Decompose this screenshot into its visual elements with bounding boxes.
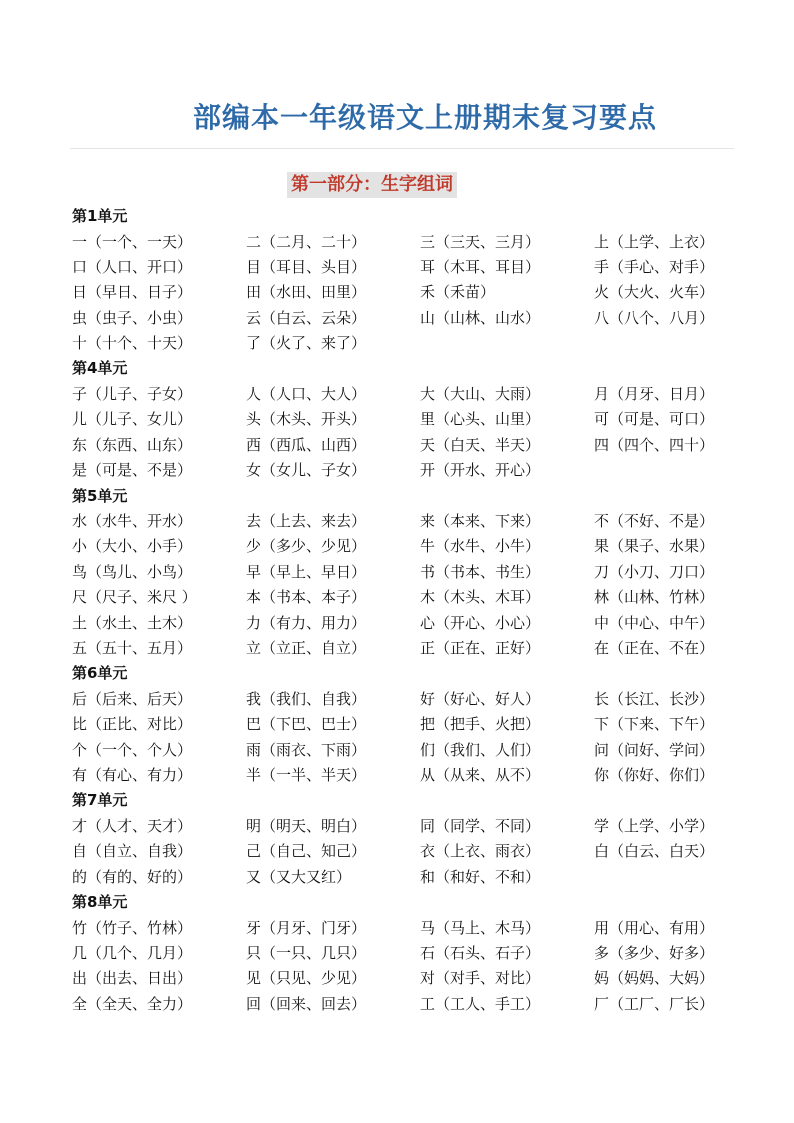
word-entry: 西（西瓜、山西） [246,435,367,454]
word-row [72,865,742,890]
word-entry: 我（我们、自我） [246,689,367,708]
word-entry: 里（心头、山里） [420,410,541,429]
word-entry: 石（石头、石子） [420,943,541,962]
word-entry: 东（东西、山东） [72,435,193,454]
word-entry: 月（月牙、日月） [594,384,715,403]
word-entry: 上（上学、上衣） [594,232,715,251]
word-entry: 天（白天、半天） [420,435,541,454]
word-entry: 大（大山、大雨） [420,384,541,403]
word-entry: 本（书本、本子） [246,588,367,607]
word-entry: 人（人口、大人） [246,384,367,403]
word-entry: 书（书本、书生） [420,562,541,581]
word-entry: 中（中心、中午） [594,613,715,632]
word-entry: 工（工人、手工） [420,994,541,1013]
unit-section [72,356,742,483]
word-entry: 心（开心、小心） [420,613,541,632]
word-entry: 十（十个、十天） [72,334,193,353]
word-entry: 只（一只、几只） [246,943,367,962]
unit-section [72,204,742,356]
word-entry: 子（儿子、子女） [72,384,193,403]
word-entry: 巴（下巴、巴士） [246,715,367,734]
unit-section [72,484,742,662]
word-entry: 口（人口、开口） [72,257,193,276]
word-entry: 和（和好、不和） [420,867,541,886]
word-entry: 四（四个、四十） [594,435,715,454]
word-entry: 同（同学、不同） [420,816,541,835]
word-entry: 来（本来、下来） [420,512,541,531]
word-row [72,585,742,610]
word-entry: 出（出去、日出） [72,969,193,988]
word-entry: 二（二月、二十） [246,232,367,251]
word-entry: 明（明天、明白） [246,816,367,835]
word-entry: 开（开水、开心） [420,461,541,480]
word-row [72,966,742,991]
word-entry: 水（水牛、开水） [72,512,193,531]
word-entry: 用（用心、有用） [594,918,715,937]
word-row [72,814,742,839]
word-entry: 儿（儿子、女儿） [72,410,193,429]
unit-section [72,661,742,788]
word-entry: 可（可是、可口） [594,410,715,429]
unit-heading: 第7单元 [72,791,128,810]
word-entry: 林（山林、竹林） [594,588,715,607]
word-row [72,687,742,712]
word-entry: 早（早上、早日） [246,562,367,581]
word-entry: 个（一个、个人） [72,740,193,759]
word-row [72,280,742,305]
word-entry: 少（多少、少见） [246,537,367,556]
word-entry: 学（上学、小学） [594,816,715,835]
word-entry: 去（上去、来去） [246,512,367,531]
word-entry: 全（全天、全力） [72,994,193,1013]
word-entry: 下（下来、下午） [594,715,715,734]
word-row [72,534,742,559]
word-entry: 目（耳目、头目） [246,257,367,276]
word-row [72,560,742,585]
word-row [72,331,742,356]
word-entry: 比（正比、对比） [72,715,193,734]
word-entry: 后（后来、后天） [72,689,193,708]
word-entry: 鸟（鸟儿、小鸟） [72,562,193,581]
word-entry: 日（早日、日子） [72,283,193,302]
word-entry: 耳（木耳、耳目） [420,257,541,276]
word-entry: 几（几个、几月） [72,943,193,962]
word-entry: 白（白云、白天） [594,842,715,861]
word-row [72,255,742,280]
word-entry: 马（马上、木马） [420,918,541,937]
word-row [72,407,742,432]
word-entry: 们（我们、人们） [420,740,541,759]
word-entry: 竹（竹子、竹林） [72,918,193,937]
word-row [72,382,742,407]
word-entry: 半（一半、半天） [246,766,367,785]
word-entry: 己（自己、知己） [246,842,367,861]
word-entry: 牙（月牙、门牙） [246,918,367,937]
word-entry: 虫（虫子、小虫） [72,308,193,327]
word-entry: 刀（小刀、刀口） [594,562,715,581]
word-entry: 是（可是、不是） [72,461,193,480]
word-entry: 木（木头、木耳） [420,588,541,607]
word-entry: 又（又大又红） [246,867,352,886]
word-entry: 小（大小、小手） [72,537,193,556]
word-entry: 厂（工厂、厂长） [594,994,715,1013]
word-row [72,941,742,966]
part-heading: 第一部分：生字组词 [287,172,457,198]
unit-heading: 第6单元 [72,664,128,683]
word-row [72,738,742,763]
word-entry: 五（五十、五月） [72,638,193,657]
word-entry: 果（果子、水果） [594,537,715,556]
word-row [72,433,742,458]
word-row [72,230,742,255]
vocabulary-list [72,204,742,1017]
word-entry: 头（木头、开头） [246,410,367,429]
word-entry: 禾（禾苗） [420,283,496,302]
word-entry: 问（问好、学问） [594,740,715,759]
word-entry: 有（有心、有力） [72,766,193,785]
word-entry: 从（从来、从不） [420,766,541,785]
word-entry: 才（人才、天才） [72,816,193,835]
unit-section [72,788,742,890]
word-entry: 一（一个、一天） [72,232,193,251]
word-row [72,763,742,788]
word-row [72,839,742,864]
word-entry: 不（不好、不是） [594,512,715,531]
word-entry: 力（有力、用力） [246,613,367,632]
unit-heading: 第4单元 [72,359,128,378]
word-row [72,636,742,661]
word-row [72,458,742,483]
word-entry: 衣（上衣、雨衣） [420,842,541,861]
word-row [72,992,742,1017]
word-entry: 立（立正、自立） [246,638,367,657]
word-entry: 长（长江、长沙） [594,689,715,708]
word-entry: 自（自立、自我） [72,842,193,861]
word-entry: 土（水土、土木） [72,613,193,632]
word-row [72,712,742,737]
word-entry: 在（正在、不在） [594,638,715,657]
word-entry: 手（手心、对手） [594,257,715,276]
unit-heading: 第8单元 [72,893,128,912]
word-row [72,611,742,636]
word-entry: 云（白云、云朵） [246,308,367,327]
unit-heading: 第1单元 [72,207,128,225]
page-title: 部编本一年级语文上册期末复习要点 [192,101,657,134]
word-entry: 火（大火、火车） [594,283,715,302]
word-entry: 你（你好、你们） [594,766,715,785]
word-entry: 正（正在、正好） [420,638,541,657]
word-entry: 田（水田、田里） [246,283,367,302]
word-entry: 雨（雨衣、下雨） [246,740,367,759]
word-entry: 尺（尺子、米尺 ） [72,588,197,607]
word-entry: 见（只见、少见） [246,969,367,988]
word-entry: 山（山林、山水） [420,308,541,327]
word-entry: 的（有的、好的） [72,867,193,886]
word-entry: 女（女儿、子女） [246,461,367,480]
word-entry: 三（三天、三月） [420,232,541,251]
word-row [72,916,742,941]
word-entry: 妈（妈妈、大妈） [594,969,715,988]
word-entry: 牛（水牛、小牛） [420,537,541,556]
word-entry: 了（火了、来了） [246,334,367,353]
part-heading-wrap [0,172,794,198]
word-entry: 多（多少、好多） [594,943,715,962]
word-row [72,509,742,534]
word-entry: 把（把手、火把） [420,715,541,734]
word-entry: 对（对手、对比） [420,969,541,988]
title-divider [70,148,734,149]
word-entry: 好（好心、好人） [420,689,541,708]
word-row [72,306,742,331]
word-entry: 八（八个、八月） [594,308,715,327]
unit-heading: 第5单元 [72,486,128,505]
word-entry: 回（回来、回去） [246,994,367,1013]
unit-section [72,890,742,1017]
